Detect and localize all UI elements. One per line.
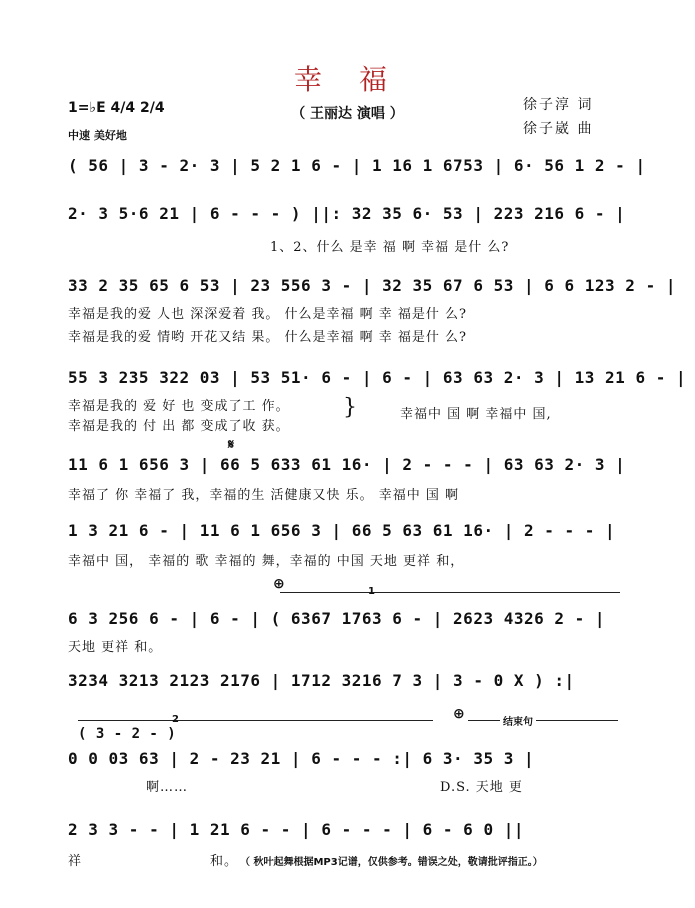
lyricist-credit: 徐子淳 词 [523,97,594,113]
lyric-line-10-right: 和。 [210,854,239,869]
notation-line-9-upper: ( 3 - 2 - ) [78,726,177,742]
notation-line-7: 6 3 256 6 - | 6 - | ( 6367 1763 6 - | 2623 4326 2 - | [68,609,606,628]
volta-2-label: 2 [172,714,179,725]
lyric-line-10-left: 祥 [68,854,83,869]
notation-line-9: 0 0 03 63 | 2 - 23 21 | 6 - - - :| 6 3· 35 3 | [68,749,535,768]
key-signature: 1=♭E 4/4 2/4 [68,100,165,116]
lyric-line-9-right: D.S. 天地 更 [440,780,523,795]
notation-line-8: 3234 3213 2123 2176 | 1712 3216 7 3 | 3 - 0 X ) :| [68,671,575,690]
lyric-line-4-verse-2: 幸福是我的 付 出 都 变成了收 获。 [68,419,290,434]
notation-line-3: 33 2 35 65 6 53 | 23 556 3 - | 32 35 67 6 53 | 6 6 123 2 - | [68,276,676,295]
tempo-marking: 中速 美好地 [68,129,127,142]
lyric-line-3-verse-1: 幸福是我的爱 人也 深深爱着 我。 什么是幸福 啊 幸 福是什 么? [68,307,468,322]
composer-credit: 徐子崴 曲 [523,121,594,137]
singer-credit: （ 王丽达 演唱 ） [291,106,404,122]
notation-line-10: 2 3 3 - - | 1 21 6 - - | 6 - - - | 6 - 6 0 || [68,820,524,839]
verse-brace: } [343,395,358,420]
lyric-line-6: 幸福中 国， 幸福的 歌 幸福的 舞，幸福的 中国 天地 更祥 和， [68,554,465,569]
volta-2-bracket [78,720,433,721]
lyric-line-9-left: 啊…… [146,780,189,795]
transcription-footnote: （ 秋叶起舞根据MP3记谱，仅供参考。错误之处，敬请批评指正。） [240,857,543,868]
coda-mark: ⊕ [273,576,285,592]
lyric-line-5: 幸福了 你 幸福了 我，幸福的生 活健康又快 乐。 幸福中 国 啊 [68,488,460,503]
lyric-line-3-verse-2: 幸福是我的爱 情哟 开花又结 果。 什么是幸福 啊 幸 福是什 么? [68,330,468,345]
volta-1-bracket [280,592,620,593]
volta-1-label: 1 [368,586,375,597]
ending-bracket [468,720,618,721]
lyric-line-4-refrain: 幸福中 国 啊 幸福中 国, [400,407,552,422]
notation-line-5: 11 6 1 656 3 | 66 5 633 61 16· | 2 - - - | 63 63 2· 3 | [68,455,626,474]
notation-line-6: 1 3 21 6 - | 11 6 1 656 3 | 66 5 63 61 16· | 2 - - - | [68,521,616,540]
notation-line-4: 55 3 235 322 03 | 53 51· 6 - | 6 - | 63 63 2· 3 | 13 21 6 - | [68,368,687,387]
lyric-line-7: 天地 更祥 和。 [68,640,163,655]
coda-mark-2: ⊕ [453,706,465,722]
song-title: 幸 福 [294,63,401,96]
ending-label: 结束句 [500,713,536,728]
notation-line-2: 2· 3 5·6 21 | 6 - - - ) ||: 32 35 6· 53 | 223 216 6 - | [68,204,626,223]
lyric-line-2: 1、2、什么 是幸 福 啊 幸福 是什 么? [270,240,510,255]
notation-line-1: ( 56 | 3 - 2· 3 | 5 2 1 6 - | 1 16 1 6753 | 6· 56 1 2 - | [68,156,646,175]
segno-mark: 𝄋 [228,437,235,453]
lyric-line-4-verse-1: 幸福是我的 爱 好 也 变成了工 作。 [68,399,290,414]
